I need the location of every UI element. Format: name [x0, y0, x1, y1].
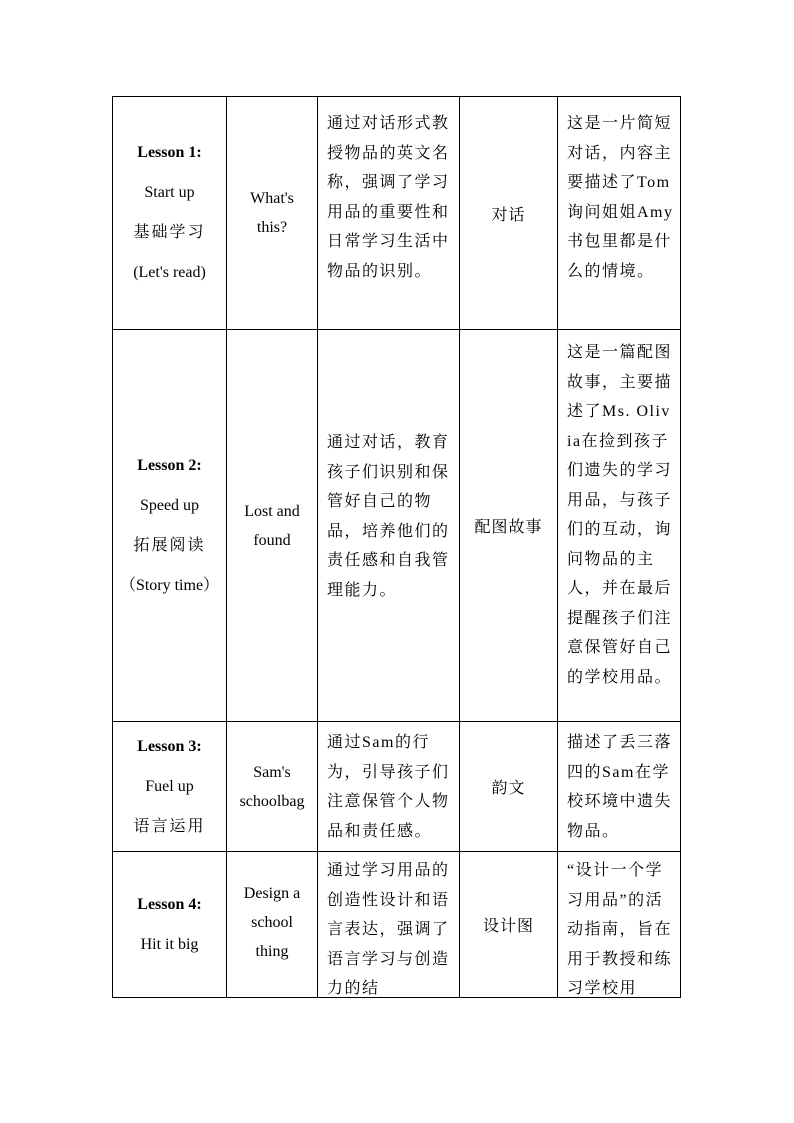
description-cell	[558, 330, 681, 722]
description-text: “设计一个学习用品”的活动指南，旨在用于教授和练习学校用	[567, 862, 673, 996]
description-cell	[558, 722, 681, 852]
title-line: found	[253, 531, 291, 549]
title-cell	[227, 97, 318, 330]
title-line: Lost and	[244, 502, 300, 520]
lesson-type-cn: 拓展阅读	[133, 536, 206, 554]
lesson-number: Lesson 2:	[137, 456, 202, 474]
goal-cell	[318, 97, 460, 330]
title-line: thing	[255, 943, 289, 960]
lesson-number: Lesson 4:	[137, 895, 202, 913]
description-text: 描述了丢三落四的Sam在学校环境中遗失物品。	[567, 734, 673, 840]
lesson-number: Lesson 3:	[137, 737, 202, 755]
title-line: Sam's	[253, 763, 291, 781]
title-cell	[227, 852, 318, 998]
lesson-type-cn: 基础学习	[133, 224, 206, 241]
genre-text: 对话	[491, 206, 526, 224]
table-row	[113, 97, 681, 330]
genre-cell	[460, 330, 558, 722]
title-line: this?	[256, 219, 288, 236]
lesson-stage: Start up	[144, 184, 195, 201]
lesson-stage: Fuel up	[145, 777, 194, 795]
goal-text: 通过对话，教育孩子们识别和保管好自己的物品，培养他们的责任感和自我管理能力。	[327, 434, 450, 599]
table-row	[113, 852, 681, 998]
title-cell	[227, 330, 318, 722]
lesson-type-en: (Let's read)	[133, 264, 206, 281]
description-cell	[558, 97, 681, 330]
genre-cell	[460, 722, 558, 852]
goal-cell	[318, 722, 460, 852]
goal-text: 通过学习用品的创造性设计和语言表达，强调了语言学习与创造力的结	[327, 862, 450, 996]
genre-text: 设计图	[482, 918, 534, 935]
description-text: 这是一片简短对话，内容主要描述了Tom询问姐姐Amy书包里都是什么的情境。	[567, 115, 674, 280]
lesson-stage: Speed up	[139, 496, 200, 514]
goal-text: 通过Sam的行为，引导孩子们注意保管个人物品和责任感。	[327, 734, 450, 840]
genre-cell	[460, 97, 558, 330]
lesson-table	[112, 96, 681, 998]
goal-cell	[318, 330, 460, 722]
title-cell	[227, 722, 318, 852]
title-line: Design a	[243, 885, 301, 902]
genre-text: 配图故事	[474, 519, 543, 536]
description-cell	[558, 852, 681, 998]
lesson-stage: Hit it big	[140, 935, 199, 953]
lesson-type-cn: 语言运用	[133, 817, 206, 835]
lesson-cell	[113, 330, 227, 722]
lesson-cell	[113, 852, 227, 998]
description-text: 这是一篇配图故事，主要描述了Ms. Olivia在捡到孩子们遗失的学习用品，与孩子们的互动，询问物品的主人，并在最后提醒孩子们注意保管好自己的学校用品。	[567, 344, 673, 686]
title-line: schoolbag	[239, 792, 305, 810]
title-line: school	[251, 914, 293, 931]
lesson-type-en: （Story time）	[119, 576, 220, 594]
title-line: What's	[250, 190, 294, 207]
lesson-number: Lesson 1:	[137, 144, 202, 161]
table-row	[113, 330, 681, 722]
genre-cell	[460, 852, 558, 998]
genre-text: 韵文	[491, 780, 526, 797]
goal-cell	[318, 852, 460, 998]
table-row	[113, 722, 681, 852]
lesson-cell	[113, 97, 227, 330]
goal-text: 通过对话形式教授物品的英文名称，强调了学习用品的重要性和日常学习生活中物品的识别。	[327, 115, 450, 280]
lesson-cell	[113, 722, 227, 852]
